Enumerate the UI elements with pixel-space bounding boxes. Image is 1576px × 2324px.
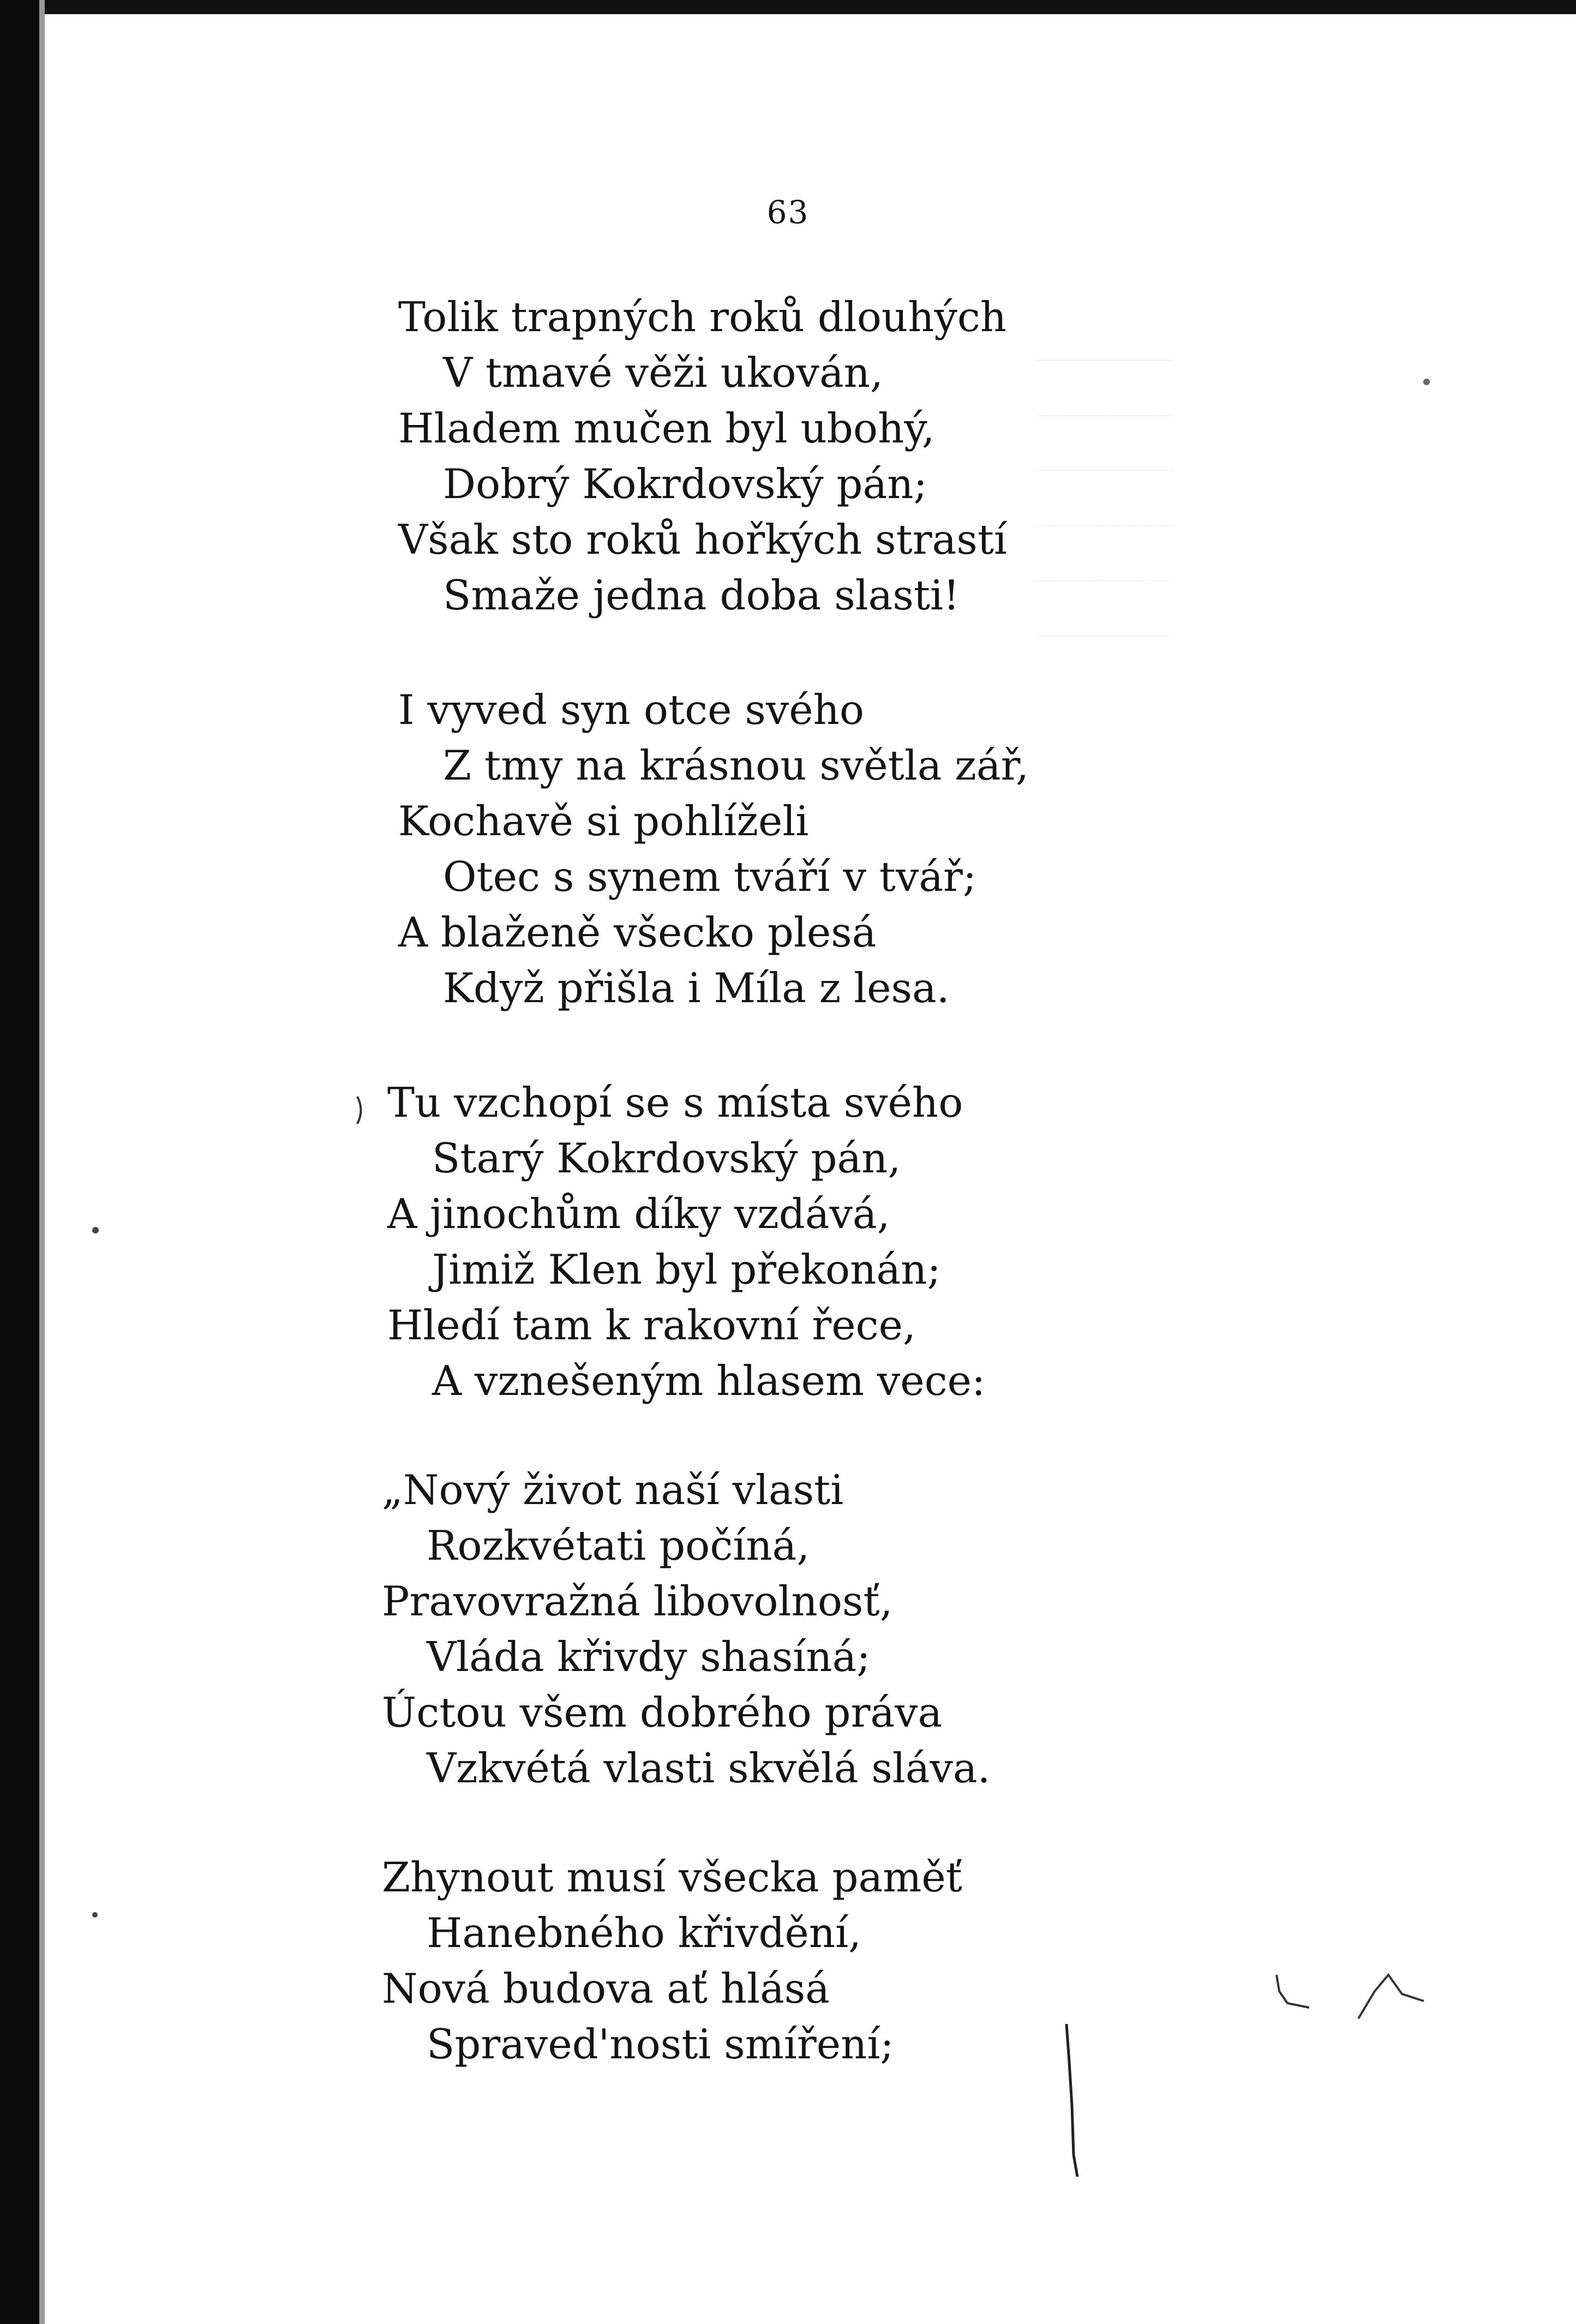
verse-line: Kochavě si pohlíželi: [398, 797, 809, 845]
verse-line: Jimiž Klen byl překonán;: [432, 1245, 941, 1293]
stanza-5: [382, 1849, 962, 2072]
verse-line: Z tmy na krásnou světla zář,: [443, 741, 1029, 789]
speck: [92, 1227, 99, 1233]
page-number: 63: [766, 194, 810, 231]
verse-line: Zhynout musí všecka paměť: [382, 1853, 962, 1901]
verse-line: Otec s synem tváří v tvář;: [443, 853, 977, 901]
verse-line: A blaženě všecko plesá: [398, 908, 877, 956]
margin-pencil-mark-left: [1277, 1975, 1309, 2008]
verse-line: Pravovražná libovolnosť,: [382, 1577, 893, 1625]
stanza-3: [387, 1075, 985, 1409]
verse-line: Starý Kokrdovský pán,: [432, 1134, 901, 1182]
verse-line: Spraved'nosti smíření;: [427, 2020, 894, 2068]
verse-line: Hanebného křivdění,: [427, 1909, 861, 1957]
verse-line: A jinochům díky vzdává,: [387, 1190, 890, 1238]
stanza-2: [398, 682, 1029, 1016]
margin-pencil-mark-right: [1358, 1975, 1424, 2018]
speck: [1423, 379, 1430, 385]
verse-line: Hledí tam k rakovní řece,: [387, 1301, 916, 1349]
speck: [92, 1912, 98, 1918]
verse-line: Tolik trapných roků dlouhých: [398, 293, 1007, 341]
verse-line: „Nový život naší vlasti: [382, 1466, 844, 1514]
verse-line: Hladem mučen byl ubohý,: [398, 404, 935, 452]
margin-pencil-line: [1066, 2024, 1077, 2177]
stanza-1: [398, 289, 1007, 623]
verse-line: I vyved syn otce svého: [398, 686, 865, 734]
verse-line: Však sto roků hořkých strastí: [398, 516, 1007, 564]
verse-line: Vzkvétá vlasti skvělá sláva.: [427, 1744, 991, 1792]
verse-line: Nová budova ať hlásá: [382, 1964, 830, 2012]
verse-line: A vznešeným hlasem vece:: [432, 1357, 986, 1405]
show-through-text: [1036, 306, 1173, 1997]
verse-line: Rozkvétati počíná,: [427, 1522, 810, 1570]
verse-line: Vláda křivdy shasíná;: [427, 1633, 871, 1681]
verse-line: Úctou všem dobrého práva: [382, 1688, 943, 1736]
speck: [357, 1097, 361, 1124]
stanza-4: [382, 1462, 990, 1796]
verse-line: Když přišla i Míla z lesa.: [443, 964, 950, 1012]
verse-line: Dobrý Kokrdovský pán;: [443, 460, 927, 508]
verse-line: V tmavé věži ukován,: [443, 349, 883, 397]
verse-line: Tu vzchopí se s místa svého: [387, 1079, 963, 1127]
verse-line: Smaže jedna doba slasti!: [443, 571, 960, 619]
